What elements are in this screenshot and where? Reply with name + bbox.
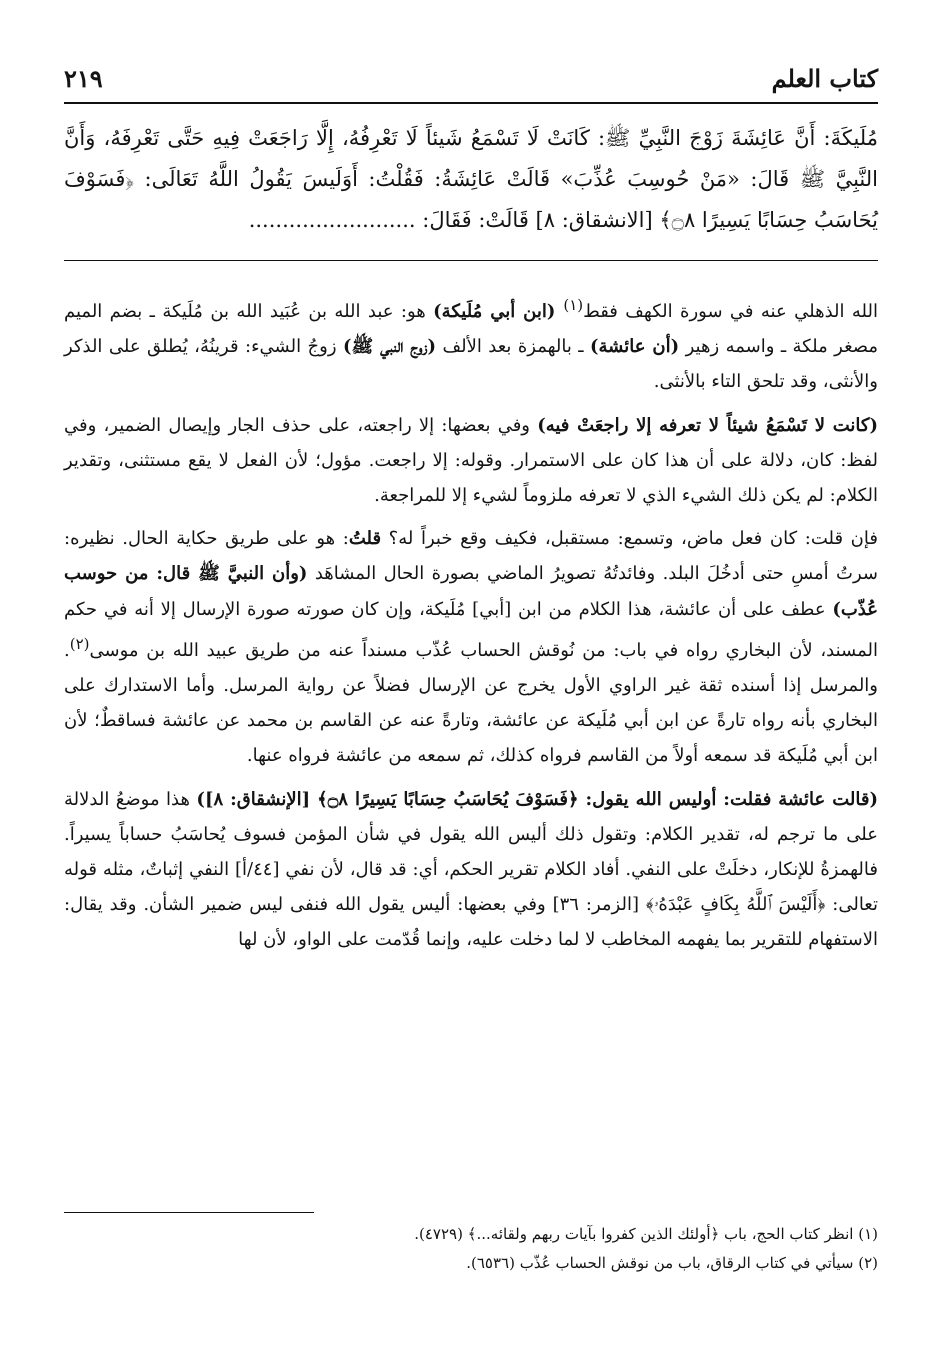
commentary-paragraph-4 (64, 782, 878, 958)
running-title: كتاب العلم (771, 64, 878, 93)
p4-text: هذا موضعُ الدلالة على ما ترجم له، تقدير الكلام: وتقول ذلك أليس الله يقول في شأن المؤمن فسوف يُحاسَبُ حساباً يسيراً. فالهمزةُ للإنكار، دخلَتْ على النفي. أفاد الكلام تقرير الحكم، أي: قد قال، لأن نفي [٤٤/أ] النفي إثباتٌ، مثله قوله تعالى: ﴿أَلَيْسَ ٱللَّهُ بِكَافٍ عَبْدَهُۥ﴾ [الزمر: ٣٦] وفي بعضها: أليس يقول الله فنفى ليس ضمير الشأن. وقد يقال: الاستفهام للتقرير بما يفهمه المخاطب لا لما دخلت عليه، وإنما قُدّمت على الواو، لأن لها (64, 788, 878, 951)
p1-bold-3: (زوج النبي ﷺ) (342, 336, 437, 358)
p3-bold-2: (وأن النبيَّ ﷺ قال: من حوسب عُذّب) (64, 563, 878, 620)
page-number: ٢١٩ (64, 64, 103, 93)
p3-text-e: . والمرسل إذا أسنده ثقة غير الراوي الأول يخرج عن الإرسال فضلاً عن رواية المرسل. وأما الاستدارك على البخاري بأنه رواه تارةً عن ابن أبي مُلَيكة عن عائشة، وتارةً عنه عن القاسم بن محمد عن عائشة فساقطٌ؛ لأن ابن أبي مُلَيكة قد سمعه أولاً من القاسم فرواه كذلك، ثم سمعه من عائشة فرواه عنها. (64, 639, 878, 767)
footnote-ref-2: (٢) (69, 634, 90, 653)
p4-bold: (قالت عائشة فقلت: أوليس الله يقول: ﴿فَسَوْفَ يُحَاسَبُ حِسَابًا يَسِيرًا ۝٨﴾ [الإنشقاق: ٨]) (196, 788, 878, 810)
page-header (64, 62, 878, 102)
commentary (64, 288, 878, 966)
book-page (64, 48, 878, 1318)
p2-bold: (كانت لا تَسْمَعُ شيئاً لا تعرفه إلا راجعَتْ فيه) (537, 414, 878, 436)
commentary-paragraph-2 (64, 408, 878, 514)
hadith-divider (64, 260, 878, 261)
header-divider (64, 102, 878, 104)
p3-text-c: : هو على طريق حكاية الحال. نظيره: سرتُ أمسِ حتى أدخُلَ البلد. وفائدتُهُ تصويرُ الماضي بصورة الحال المشاهَد (64, 528, 878, 585)
p3-bold-1: قلتُ (348, 528, 382, 550)
footnote-ref-1: (١) (563, 296, 584, 314)
p1-text-c: هو: عبد الله بن عُبَيد الله بن مُلَيكة ـ بضم الميم مصغر ملكة ـ واسمه زهير (64, 301, 878, 358)
commentary-paragraph-1 (64, 288, 878, 400)
p3-text-d: عطف على أن عائشة، هذا الكلام من ابن [أبي] مُلَيكة، وإن كان صورته صورة الإرسال إلا أنه في حكم المسند، لأن البخاري رواه في باب: من نُوقش الحساب عُذّب مسنداً عنه من طريق عبيد الله بن موسى (64, 598, 878, 661)
commentary-paragraph-3 (64, 521, 878, 773)
p1-text-d: ـ بالهمزة بعد الألف (436, 336, 590, 358)
footnotes (64, 1220, 878, 1278)
footnote-2: (٢) سيأتي في كتاب الرقاق، باب من نوقش الحساب عُذّب (٦٥٣٦). (466, 1254, 878, 1272)
p1-text-a: الله الذهلي عنه في سورة الكهف فقط (583, 301, 878, 322)
p1-bold-2: (أن عائشة) (590, 336, 680, 358)
p2-text: وفي بعضها: إلا راجعته، على حذف الجار وإيصال الضمير، وفي لفظ: كان، دلالة على أن هذا كان على الاستمرار. وقوله: إلا راجعت. مؤول؛ لأن الفعل لا يقع مستثنى، وتقدير الكلام: لم يكن ذلك الشيء الذي لا تعرفه ملزوماً لشيء إلا للمراجعة. (64, 414, 878, 507)
hadith-text: مُلَيكَةَ: أَنَّ عَائِشَةَ زَوْجَ النَّبِيِّ ﷺ: كَانَتْ لَا تَسْمَعُ شَيئاً لَا تَعْرِفُهُ، إِلَّا رَاجَعَتْ فِيهِ حَتَّى تَعْرِفَهُ، وَأَنَّ النَّبِيَّ ﷺ قَالَ: «مَنْ حُوسِبَ عُذِّبَ» قَالَتْ عَائِشَةُ: فَقُلْتُ: أَوَلَيسَ يَقُولُ اللَّهُ تَعَالَى: ﴿فَسَوْفَ يُحَاسَبُ حِسَابًا يَسِيرًا ۝٨﴾ [الانشقاق: ٨] قَالَتْ: فَقَالَ: ......................... (64, 126, 878, 232)
footnote-1: (١) انظر كتاب الحج، باب ﴿أولئك الذين كفروا بآيات ربهم ولقائه...﴾ (٤٧٢٩). (414, 1225, 878, 1243)
p1-text-e: زوجُ الشيء: قرينُهُ، يُطلق على الذكر والأنثى، وقد تلحق التاء بالأنثى. (64, 336, 878, 393)
p3-text-a: فإن قلت: كان فعل ماض، وتسمع: مستقبل، فكيف وقع خبراً له؟ (381, 528, 878, 550)
footnote-divider (64, 1212, 314, 1213)
p1-bold-1: (ابن أبي مُلَيكة) (433, 301, 564, 322)
